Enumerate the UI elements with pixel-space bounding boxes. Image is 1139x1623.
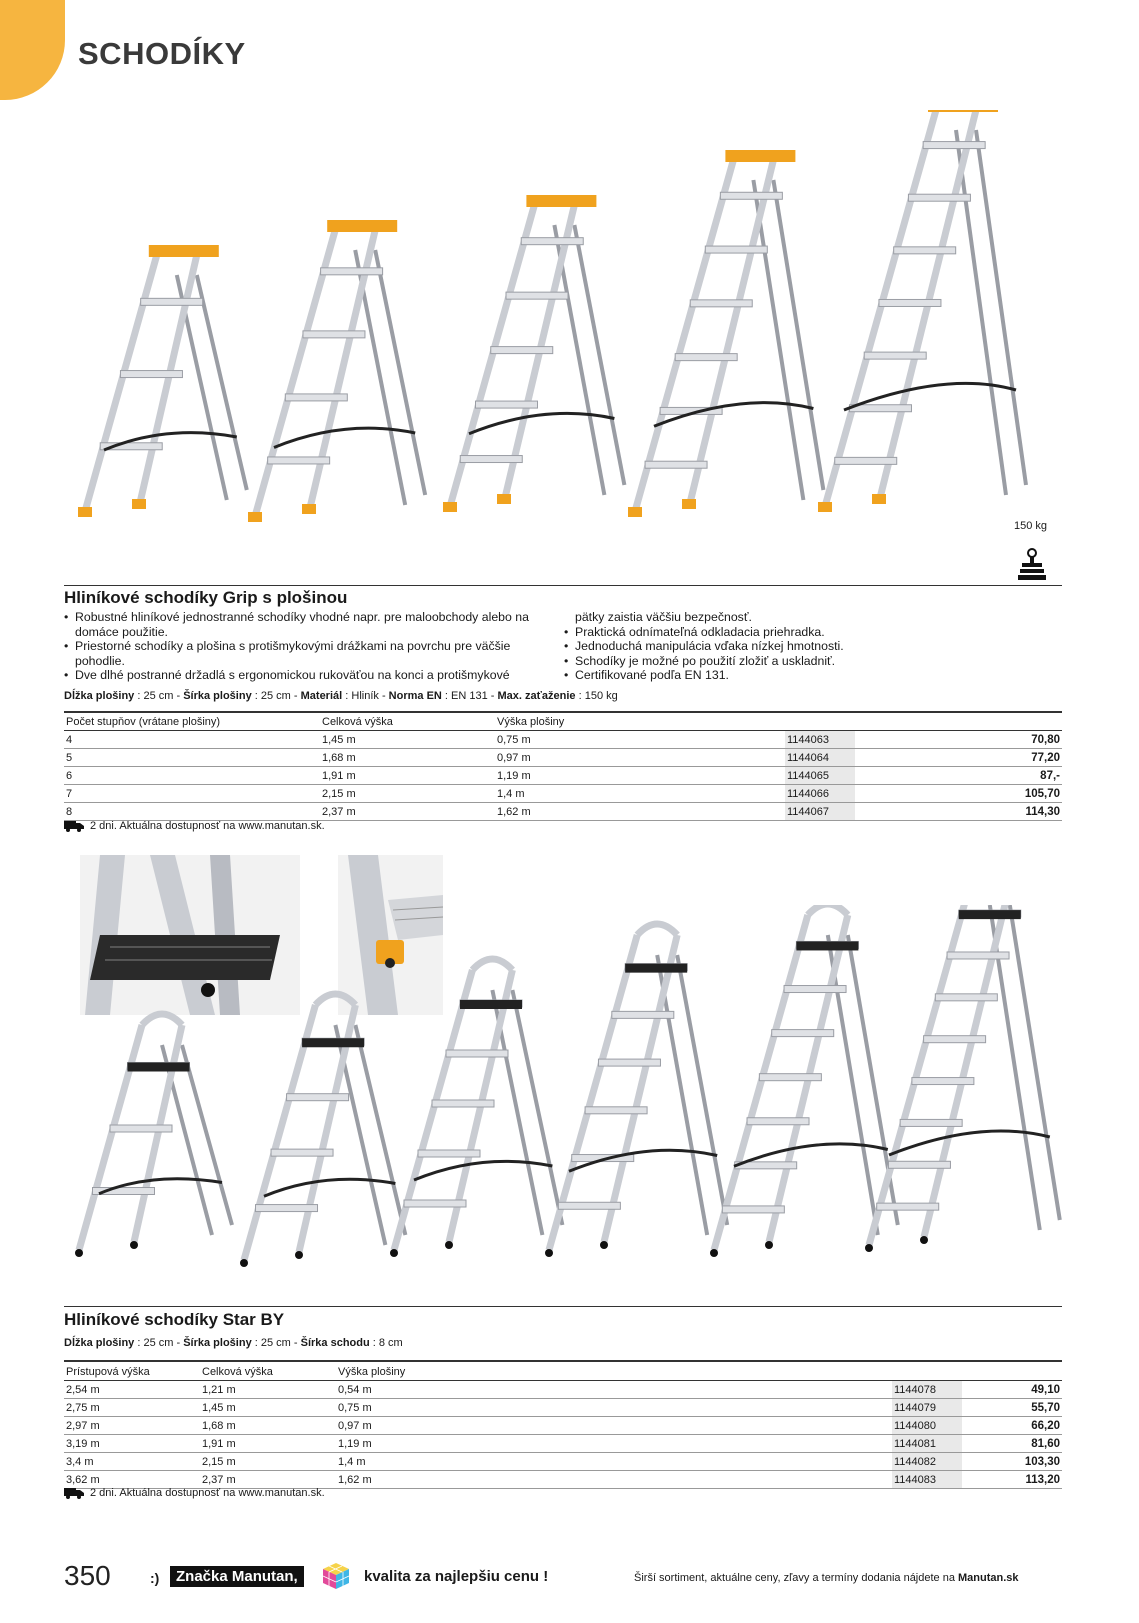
page-number: 350 <box>64 1560 111 1591</box>
product-code: 1144080 <box>892 1417 962 1435</box>
column-header: Celková výška <box>200 1364 336 1381</box>
product-code: 1144067 <box>785 803 855 821</box>
grip-features-left <box>64 610 554 683</box>
grip-section-top-rule <box>64 585 1062 586</box>
grip-table-top-rule <box>64 711 1062 713</box>
product-price: 87,- <box>855 767 1062 785</box>
feature-item: • Dve dlhé postranné držadlá s ergonomickou rukoväťou na konci a protišmykové <box>64 668 554 683</box>
grip-section-title: Hliníkové schodíky Grip s plošinou <box>64 588 348 607</box>
grip-spec-line: Dĺžka plošiny : 25 cm - Šírka plošiny : 25 cm - Materiál : Hliník - Norma EN : EN 131 - Max. zaťaženie : 150 kg <box>64 690 618 702</box>
star-ladder <box>240 994 405 1267</box>
orange-corner-decoration <box>0 0 65 100</box>
smiley-text: :) <box>150 1570 160 1586</box>
product-price: 105,70 <box>855 785 1062 803</box>
product-code: 1144065 <box>785 767 855 785</box>
grip-ladder <box>248 220 425 522</box>
feature-item: pätky zaistia väčšiu bezpečnosť. <box>575 610 752 624</box>
star-ladder <box>710 905 898 1257</box>
product-code: 1144082 <box>892 1453 962 1471</box>
delivery-text: 2 dni. Aktuálna dostupnosť na www.manutan.sk. <box>90 820 325 832</box>
product-price: 113,20 <box>962 1471 1062 1489</box>
table-row: 5 1,68 m 0,97 m 1144064 77,20 <box>64 749 1062 767</box>
footer-note: Širší sortiment, aktuálne ceny, zľavy a termíny dodania nájdete na Manutan.sk <box>634 1572 1019 1584</box>
feature-item: • Schodíky je možné po použití zložiť a uskladniť. <box>564 654 1044 669</box>
table-row: 3,4 m 2,15 m 1,4 m 1144082 103,30 <box>64 1453 1062 1471</box>
star-section-top-rule <box>64 1306 1062 1307</box>
product-price: 66,20 <box>962 1417 1062 1435</box>
grip-ladder <box>818 110 1026 512</box>
product-code: 1144063 <box>785 731 855 749</box>
feature-item: domáce použitie. <box>75 624 168 639</box>
grip-ladders-photo <box>64 110 1064 540</box>
column-header: Výška plošiny <box>336 1364 892 1381</box>
delivery-truck-icon <box>64 1488 84 1499</box>
page-title: SCHODÍKY <box>78 36 246 71</box>
color-cube-icon <box>322 1562 350 1590</box>
grip-delivery-info <box>64 820 325 832</box>
delivery-truck-icon <box>64 821 84 832</box>
product-code: 1144078 <box>892 1381 962 1399</box>
feature-item: • Jednoduchá manipulácia vďaka nízkej hmotnosti. <box>564 639 1044 654</box>
product-price: 114,30 <box>855 803 1062 821</box>
product-price: 55,70 <box>962 1399 1062 1417</box>
product-code: 1144083 <box>892 1471 962 1489</box>
delivery-text: 2 dni. Aktuálna dostupnosť na www.manutan.sk. <box>90 1487 325 1499</box>
column-header: Celková výška <box>320 714 495 731</box>
table-row: 3,62 m 2,37 m 1,62 m 1144083 113,20 <box>64 1471 1062 1489</box>
table-row: 2,97 m 1,68 m 0,97 m 1144080 66,20 <box>64 1417 1062 1435</box>
star-spec-line: Dĺžka plošiny : 25 cm - Šírka plošiny : 25 cm - Šírka schodu : 8 cm <box>64 1337 403 1349</box>
grip-ladder <box>443 195 624 512</box>
feature-item: • Certifikované podľa EN 131. <box>564 668 1044 683</box>
table-row: 2,75 m 1,45 m 0,75 m 1144079 55,70 <box>64 1399 1062 1417</box>
star-ladders-photo <box>64 905 1064 1285</box>
brand-label: Značka Manutan, <box>170 1566 304 1587</box>
feature-item: • Praktická odnímateľná odkladacia priehradka. <box>564 625 1044 640</box>
feature-item: • Robustné hliníkové jednostranné schodíky vhodné napr. pre maloobchody alebo na <box>64 610 554 625</box>
weight-load-icon <box>1018 548 1046 584</box>
grip-features-right <box>564 610 1044 683</box>
column-header: Prístupová výška <box>64 1364 200 1381</box>
page-footer <box>64 1560 1064 1594</box>
grip-ladder <box>628 150 823 517</box>
star-delivery-info <box>64 1487 325 1499</box>
star-ladder <box>390 959 562 1257</box>
max-load-label: 150 kg <box>1014 520 1048 532</box>
column-header: Počet stupňov (vrátane plošiny) <box>64 714 320 731</box>
product-code: 1144081 <box>892 1435 962 1453</box>
slogan-text: kvalita za najlepšiu cenu ! <box>364 1568 549 1585</box>
star-ladder <box>545 924 727 1257</box>
product-price: 81,60 <box>962 1435 1062 1453</box>
table-header-row <box>64 714 1062 731</box>
star-product-table <box>64 1364 1062 1489</box>
product-price: 103,30 <box>962 1453 1062 1471</box>
table-row: 3,19 m 1,91 m 1,19 m 1144081 81,60 <box>64 1435 1062 1453</box>
feature-item: pohodlie. <box>75 653 125 668</box>
star-section-title: Hliníkové schodíky Star BY <box>64 1310 285 1329</box>
table-row: 4 1,45 m 0,75 m 1144063 70,80 <box>64 731 1062 749</box>
grip-product-table <box>64 714 1062 821</box>
product-price: 49,10 <box>962 1381 1062 1399</box>
table-row: 2,54 m 1,21 m 0,54 m 1144078 49,10 <box>64 1381 1062 1399</box>
product-price: 70,80 <box>855 731 1062 749</box>
table-header-row <box>64 1364 1062 1381</box>
table-row: 7 2,15 m 1,4 m 1144066 105,70 <box>64 785 1062 803</box>
product-code: 1144066 <box>785 785 855 803</box>
product-code: 1144079 <box>892 1399 962 1417</box>
column-header: Výška plošiny <box>495 714 785 731</box>
star-ladder <box>75 1014 232 1257</box>
table-row: 6 1,91 m 1,19 m 1144065 87,- <box>64 767 1062 785</box>
grip-ladder <box>78 245 247 517</box>
product-price: 77,20 <box>855 749 1062 767</box>
table-row: 8 2,37 m 1,62 m 1144067 114,30 <box>64 803 1062 821</box>
star-table-top-rule <box>64 1360 1062 1362</box>
product-code: 1144064 <box>785 749 855 767</box>
feature-item: • Priestorné schodíky a plošina s protišmykovými drážkami na povrchu pre väčšie <box>64 639 554 654</box>
